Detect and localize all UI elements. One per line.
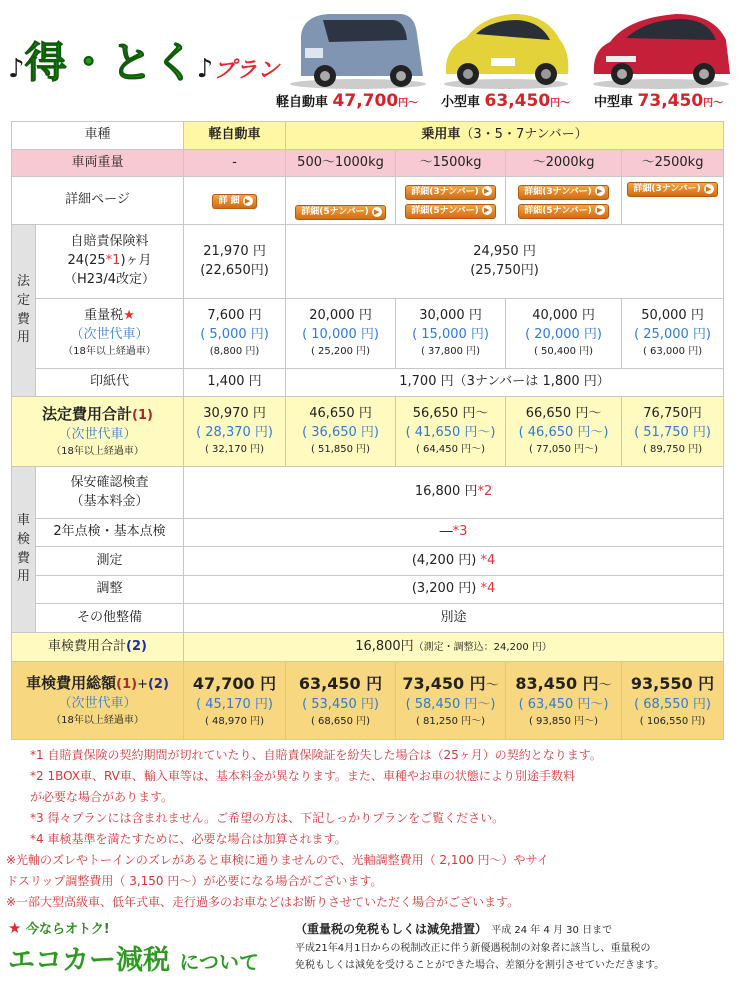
- header: [0, 0, 740, 118]
- cell-value: (4,200 円) *4: [184, 547, 724, 576]
- detail-5-button[interactable]: 詳細(5ナンバー) ▶: [295, 205, 385, 220]
- cell-label: 印紙代: [36, 369, 184, 397]
- legal-fees-side-label: 法定費用: [12, 225, 36, 397]
- eco-heading: （重量税の免税もしくは減免措置） 平成 24 年 4 月 30 日まで: [295, 922, 613, 936]
- cell-value: 47,700 円 ( 45,170 円) ( 48,970 円): [184, 662, 286, 740]
- cell-detail: [286, 177, 396, 225]
- row-other: [12, 604, 724, 633]
- arrow-icon: ▶: [595, 205, 605, 215]
- cell-value: 73,450 円〜 ( 58,450 円〜) ( 81,250 円〜): [396, 662, 506, 740]
- small-car-image: [436, 6, 576, 90]
- mid-car-image: [586, 6, 736, 90]
- row-chousei: [12, 576, 724, 604]
- cell-value: 30,000 円 ( 15,000 円) ( 37,800 円): [396, 299, 506, 369]
- detail-3-button[interactable]: 詳細(3ナンバー) ▶: [518, 185, 608, 200]
- cell-value: ―*3: [184, 519, 724, 547]
- arrow-icon: ▶: [704, 184, 714, 194]
- cell-value: 83,450 円〜 ( 63,450 円〜) ( 93,850 円〜): [506, 662, 622, 740]
- detail-3-button[interactable]: 詳細(3ナンバー) ▶: [627, 182, 717, 197]
- eco-tag: ★ 今ならオトク!: [8, 919, 110, 937]
- row-stamp: [12, 369, 724, 397]
- cell-label: 詳細ページ: [12, 177, 184, 225]
- detail-5-button[interactable]: 詳細(5ナンバー) ▶: [518, 204, 608, 219]
- cell-label: 車検費用合計(2): [12, 633, 184, 662]
- row-jibaiseki: [12, 225, 724, 299]
- logo-plan-text: プラン: [213, 58, 280, 83]
- cell-value: 500〜1000kg: [286, 150, 396, 177]
- remarks: [6, 850, 606, 913]
- footnote: *1 自賠責保険の契約期間が切れていたり、自賠責保険証を紛失した場合は（25ヶ月）の契約となります。: [30, 748, 602, 762]
- arrow-icon: ▶: [595, 186, 605, 196]
- arrow-icon: ▶: [482, 186, 492, 196]
- cell-value: -: [184, 150, 286, 177]
- cell-value: 76,750円 ( 51,750 円) ( 89,750 円): [622, 397, 724, 467]
- cell-jouyou: 1,700 円（3ナンバーは 1,800 円）: [286, 369, 724, 397]
- footnote: が必要な場合があります。: [30, 790, 174, 804]
- cell-value: 30,970 円 ( 28,370 円) ( 32,170 円): [184, 397, 286, 467]
- remark: ドスリップ調整費用（ 3,150 円〜）が必要になる場合がございます。: [6, 874, 383, 888]
- music-note-icon: ♪: [8, 54, 25, 84]
- cell-label: 調整: [36, 576, 184, 604]
- small-price: 小型車 63,450円〜: [441, 91, 571, 111]
- row-inspect-total: [12, 633, 724, 662]
- cell-value: (3,200 円) *4: [184, 576, 724, 604]
- kei-price: 軽自動車 47,700円〜: [276, 91, 419, 111]
- footnote: *4 車検基準を満たすために、必要な場合は加算されます。: [30, 832, 347, 846]
- logo-main-text: 得・とく: [24, 38, 197, 87]
- cell-label: 保安確認検査 （基本料金）: [36, 467, 184, 519]
- arrow-icon: ▶: [243, 196, 253, 206]
- cell-label: 2年点検・基本点検: [36, 519, 184, 547]
- cell-kei: 21,970 円 (22,650円): [184, 225, 286, 299]
- cell-kei-detail: [184, 177, 286, 225]
- detail-button[interactable]: 詳 細 ▶: [212, 194, 256, 209]
- cell-label: 車検費用総額(1)+(2) （次世代車） （18年以上経過車）: [12, 662, 184, 740]
- cell-value: 16,800 円*2: [184, 467, 724, 519]
- cell-detail: [396, 177, 506, 225]
- cell-label: 測定: [36, 547, 184, 576]
- footnotes: [30, 745, 720, 850]
- inspection-fees-side-label: 車検費用: [12, 467, 36, 633]
- arrow-icon: ▶: [372, 207, 382, 217]
- remark: ※光軸のズレやトーインのズレがあると車検に通りませんので、光軸調整費用（ 2,100 円〜）やサイ: [6, 853, 549, 867]
- cell-label: 重量税★ （次世代車） （18年以上経過車）: [36, 299, 184, 369]
- star-icon: ★: [123, 308, 135, 324]
- cell-jouyou: 24,950 円 (25,750円): [286, 225, 724, 299]
- row-weight: [12, 150, 724, 177]
- cell-value: 別途: [184, 604, 724, 633]
- cell-value: 56,650 円〜 ( 41,650 円〜) ( 64,450 円〜): [396, 397, 506, 467]
- cell-value: 〜2000kg: [506, 150, 622, 177]
- cell-label: 車種: [12, 122, 184, 150]
- row-weight-tax: [12, 299, 724, 369]
- row-vehicle-type: [12, 122, 724, 150]
- footnote: *2 1BOX車、RV車、輸入車等は、基本料金が異なります。また、車種やお車の状態により別途手数料: [30, 769, 575, 783]
- cell-value: 〜2500kg: [622, 150, 724, 177]
- row-hoan: [12, 467, 724, 519]
- cell-value: 7,600 円 ( 5,000 円) (8,800 円): [184, 299, 286, 369]
- cell-label: 法定費用合計(1) （次世代車） （18年以上経過車）: [12, 397, 184, 467]
- kei-car-image: [283, 6, 433, 90]
- cell-value: 46,650 円 ( 36,650 円) ( 51,850 円): [286, 397, 396, 467]
- cell-value: 50,000 円 ( 25,000 円) ( 63,000 円): [622, 299, 724, 369]
- mid-price: 中型車 73,450円〜: [594, 91, 724, 111]
- cell-kei: 軽自動車: [184, 122, 286, 150]
- price-table: [11, 121, 724, 740]
- cell-label: 自賠責保険料 24(25*1)ヶ月 （H23/4改定）: [36, 225, 184, 299]
- cell-value: 93,550 円 ( 68,550 円) ( 106,550 円): [622, 662, 724, 740]
- row-grand-total: [12, 662, 724, 740]
- cell-value: 66,650 円〜 ( 46,650 円〜) ( 77,050 円〜): [506, 397, 622, 467]
- star-icon: ★: [8, 919, 22, 937]
- eco-body: 平成21年4月1日からの税制改正に伴う新優遇税制の対象者に該当し、重量税の 免税もしくは減免を受けることができた場合、差額分を割引させていただきます。: [295, 943, 665, 971]
- row-tenken: [12, 519, 724, 547]
- cell-value: 20,000 円 ( 10,000 円) ( 25,200 円): [286, 299, 396, 369]
- cell-value: 16,800円（測定・調整込：24,200 円）: [184, 633, 724, 662]
- row-legal-total: [12, 397, 724, 467]
- arrow-icon: ▶: [482, 205, 492, 215]
- cell-label: 車両重量: [12, 150, 184, 177]
- footnote: *3 得々プランには含まれません。ご希望の方は、下記しっかりプランをご覧ください。: [30, 811, 505, 825]
- cell-value: 63,450 円 ( 53,450 円) ( 68,650 円): [286, 662, 396, 740]
- eco-title: エコカー減税 について: [8, 945, 260, 976]
- cell-detail: [506, 177, 622, 225]
- cell-detail: [622, 177, 724, 225]
- cell-jouyou: 乗用車（3・5・7ナンバー）: [286, 122, 724, 150]
- cell-kei: 1,400 円: [184, 369, 286, 397]
- cell-value: 40,000 円 ( 20,000 円) ( 50,400 円): [506, 299, 622, 369]
- detail-5-button[interactable]: 詳細(5ナンバー) ▶: [405, 204, 495, 219]
- cell-label: その他整備: [36, 604, 184, 633]
- row-detail: [12, 177, 724, 225]
- detail-3-button[interactable]: 詳細(3ナンバー) ▶: [405, 185, 495, 200]
- row-sokutei: [12, 547, 724, 576]
- cell-value: 〜1500kg: [396, 150, 506, 177]
- plan-logo: [8, 30, 279, 90]
- music-note-icon: ♪: [196, 54, 214, 84]
- remark: ※一部大型高級車、低年式車、走行過多のお車などはお断りさせていただく場合がございます。: [6, 895, 520, 909]
